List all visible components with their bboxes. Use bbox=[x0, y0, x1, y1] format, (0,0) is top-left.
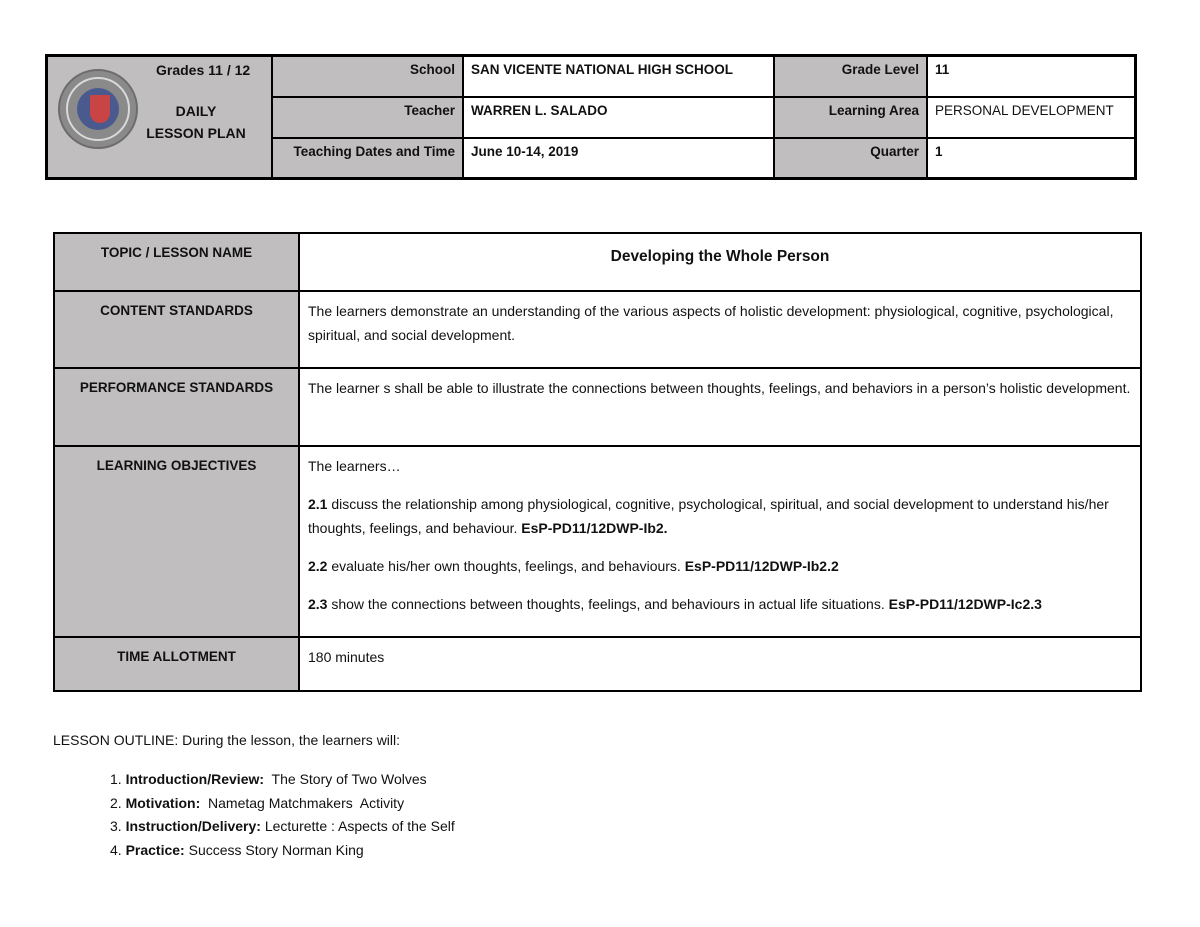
time-allotment-label: TIME ALLOTMENT bbox=[55, 638, 300, 690]
grade-level-value: 11 bbox=[928, 57, 1134, 98]
time-allotment-value: 180 minutes bbox=[308, 649, 385, 665]
header-grid bbox=[273, 57, 1134, 177]
grade-level-label: Grade Level bbox=[775, 57, 928, 98]
list-item: 2. Motivation: Nametag Matchmakers Activity bbox=[110, 794, 405, 811]
objective-item: 2.3 show the connections between thoughts, feelings, and behaviours in actual life situations. EsP-PD11/12DWP-Ic2.3 bbox=[308, 596, 1042, 612]
quarter-value: 1 bbox=[935, 144, 943, 159]
performance-standards-label: PERFORMANCE STANDARDS bbox=[55, 369, 300, 447]
list-item: 3. Instruction/Delivery: Lecturette : Aspects of the Self bbox=[110, 818, 455, 834]
learning-objectives-label: LEARNING OBJECTIVES bbox=[55, 447, 300, 638]
objective-item: 2.1 discuss the relationship among physiological, cognitive, psychological, spiritual, and social development to understand his/her thoughts, feelings, and behaviour. EsP-PD11/12DWP-Ib2. bbox=[308, 496, 1109, 536]
dates-value: June 10-14, 2019 bbox=[464, 139, 775, 177]
content-standards-value: The learners demonstrate an understanding of the various aspects of holistic development: physiological, cognitive, psychological, spiritual, and social development. bbox=[300, 292, 1140, 369]
school-value: SAN VICENTE NATIONAL HIGH SCHOOL bbox=[464, 57, 775, 98]
plan-title: DAILY LESSON PLAN bbox=[146, 103, 246, 141]
lesson-outline-heading: LESSON OUTLINE: During the lesson, the learners will: bbox=[53, 732, 401, 748]
content-standards-label: CONTENT STANDARDS bbox=[55, 292, 300, 369]
quarter-label: Quarter bbox=[775, 139, 928, 177]
header-brand-cell bbox=[48, 57, 273, 177]
learning-objectives-value bbox=[300, 447, 1140, 638]
teacher-label: Teacher bbox=[273, 98, 464, 139]
learning-area-value: PERSONAL DEVELOPMENT bbox=[928, 98, 1134, 139]
list-item: 4. Practice: Success Story Norman King bbox=[110, 841, 364, 858]
learning-area-label: Learning Area bbox=[775, 98, 928, 139]
objective-item: 2.2 evaluate his/her own thoughts, feelings, and behaviours. EsP-PD11/12DWP-Ib2.2 bbox=[308, 558, 839, 574]
school-label: School bbox=[273, 57, 464, 98]
performance-standards-value: The learner s shall be able to illustrate the connections between thoughts, feelings, and behaviors in a person’s holistic development. bbox=[300, 369, 1140, 447]
teacher-value: WARREN L. SALADO bbox=[464, 98, 775, 139]
topic-value: Developing the Whole Person bbox=[300, 234, 1140, 292]
objectives-intro: The learners… bbox=[308, 458, 401, 474]
grades-text: Grades 11 / 12 bbox=[156, 62, 251, 78]
header-table bbox=[45, 54, 1137, 180]
lesson-table bbox=[53, 232, 1142, 692]
topic-label: TOPIC / LESSON NAME bbox=[55, 234, 300, 292]
lesson-outline-list bbox=[110, 768, 455, 862]
deped-seal-icon bbox=[58, 69, 138, 149]
dates-label: Teaching Dates and Time bbox=[273, 139, 464, 177]
list-item: 1. Introduction/Review: The Story of Two Wolves bbox=[110, 771, 427, 787]
